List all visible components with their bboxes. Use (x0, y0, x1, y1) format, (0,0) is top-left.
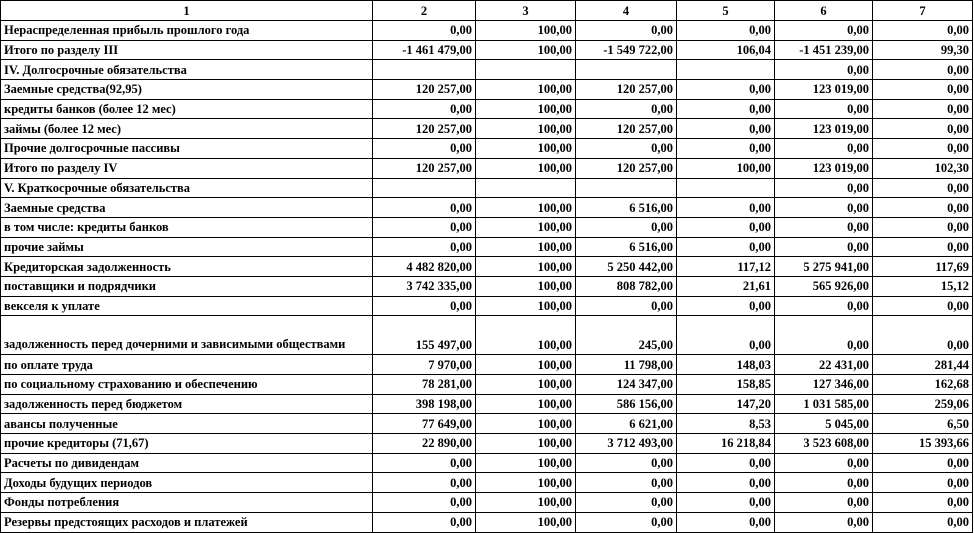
table-row (1, 99, 973, 119)
row-label-cell: V. Краткосрочные обязательства (1, 178, 373, 198)
table-row (1, 453, 973, 473)
value-cell: 158,85 (677, 375, 775, 395)
value-cell: 123 019,00 (775, 80, 873, 100)
value-cell: 100,00 (476, 493, 576, 513)
value-cell: 100,00 (476, 473, 576, 493)
table-row (1, 355, 973, 375)
value-cell: 0,00 (576, 473, 677, 493)
table-row (1, 80, 973, 100)
value-cell: 0,00 (775, 178, 873, 198)
value-cell: 0,00 (677, 21, 775, 41)
value-cell: 7 970,00 (373, 355, 476, 375)
value-cell: 0,00 (373, 99, 476, 119)
value-cell: 100,00 (476, 394, 576, 414)
value-cell: 102,30 (873, 158, 973, 178)
value-cell: 124 347,00 (576, 375, 677, 395)
value-cell: 5 250 442,00 (576, 257, 677, 277)
value-cell (576, 60, 677, 80)
value-cell: 0,00 (373, 296, 476, 316)
column-header: 6 (775, 1, 873, 21)
value-cell: 100,00 (476, 40, 576, 60)
table-row (1, 414, 973, 434)
value-cell: 100,00 (476, 453, 576, 473)
value-cell (576, 178, 677, 198)
value-cell: 6 516,00 (576, 237, 677, 257)
value-cell: 0,00 (775, 237, 873, 257)
value-cell: 120 257,00 (373, 158, 476, 178)
value-cell: 100,00 (476, 434, 576, 454)
table-row (1, 139, 973, 159)
table-row (1, 434, 973, 454)
value-cell: 281,44 (873, 355, 973, 375)
table-row (1, 158, 973, 178)
row-label-cell: векселя к уплате (1, 296, 373, 316)
value-cell: 0,00 (775, 139, 873, 159)
value-cell: 100,00 (476, 512, 576, 532)
value-cell: 5 275 941,00 (775, 257, 873, 277)
value-cell: 0,00 (677, 453, 775, 473)
value-cell: 0,00 (873, 178, 973, 198)
value-cell: 100,00 (476, 237, 576, 257)
value-cell: 123 019,00 (775, 119, 873, 139)
column-header: 3 (476, 1, 576, 21)
value-cell: 0,00 (373, 21, 476, 41)
table-row (1, 257, 973, 277)
column-header: 7 (873, 1, 973, 21)
value-cell: 0,00 (677, 512, 775, 532)
value-cell: 100,00 (476, 119, 576, 139)
row-label-cell: Заемные средства(92,95) (1, 80, 373, 100)
value-cell: 0,00 (775, 512, 873, 532)
row-label-cell: Итого по разделу IV (1, 158, 373, 178)
value-cell: 0,00 (677, 316, 775, 355)
value-cell: 120 257,00 (576, 119, 677, 139)
row-label-cell: Расчеты по дивидендам (1, 453, 373, 473)
row-label-cell: в том числе: кредиты банков (1, 217, 373, 237)
value-cell: 100,00 (476, 355, 576, 375)
row-label-cell: поставщики и подрядчики (1, 276, 373, 296)
row-label-cell: кредиты банков (более 12 мес) (1, 99, 373, 119)
value-cell: 0,00 (576, 99, 677, 119)
value-cell: 0,00 (576, 21, 677, 41)
value-cell: 106,04 (677, 40, 775, 60)
value-cell: 0,00 (775, 493, 873, 513)
value-cell: 245,00 (576, 316, 677, 355)
value-cell: 100,00 (677, 158, 775, 178)
value-cell (476, 60, 576, 80)
row-label-cell: Доходы будущих периодов (1, 473, 373, 493)
value-cell: 120 257,00 (576, 158, 677, 178)
value-cell: 100,00 (476, 316, 576, 355)
value-cell: 0,00 (775, 99, 873, 119)
value-cell: 117,12 (677, 257, 775, 277)
value-cell: 0,00 (373, 473, 476, 493)
value-cell: 100,00 (476, 139, 576, 159)
value-cell: 120 257,00 (373, 119, 476, 139)
value-cell: 0,00 (576, 217, 677, 237)
value-cell: 22 890,00 (373, 434, 476, 454)
value-cell: 4 482 820,00 (373, 257, 476, 277)
value-cell: 0,00 (775, 21, 873, 41)
value-cell: 6,50 (873, 414, 973, 434)
row-label-cell: займы (более 12 мес) (1, 119, 373, 139)
value-cell: 100,00 (476, 80, 576, 100)
value-cell: 155 497,00 (373, 316, 476, 355)
value-cell: 6 621,00 (576, 414, 677, 434)
value-cell: 0,00 (775, 60, 873, 80)
value-cell: 8,53 (677, 414, 775, 434)
row-label-cell: по оплате труда (1, 355, 373, 375)
value-cell: 1 031 585,00 (775, 394, 873, 414)
value-cell: -1 461 479,00 (373, 40, 476, 60)
table-row (1, 276, 973, 296)
value-cell: 0,00 (775, 316, 873, 355)
value-cell: 0,00 (373, 217, 476, 237)
column-header: 5 (677, 1, 775, 21)
table-body (1, 1, 973, 533)
value-cell: 100,00 (476, 158, 576, 178)
table-row (1, 316, 973, 355)
value-cell: 0,00 (873, 512, 973, 532)
table-row (1, 512, 973, 532)
value-cell: 0,00 (873, 473, 973, 493)
table-row (1, 237, 973, 257)
value-cell: 120 257,00 (373, 80, 476, 100)
row-label-cell: IV. Долгосрочные обязательства (1, 60, 373, 80)
value-cell: 0,00 (775, 296, 873, 316)
value-cell: 117,69 (873, 257, 973, 277)
value-cell: 100,00 (476, 99, 576, 119)
value-cell: 100,00 (476, 257, 576, 277)
value-cell: 0,00 (576, 453, 677, 473)
value-cell: 6 516,00 (576, 198, 677, 218)
value-cell: 0,00 (873, 21, 973, 41)
table-row (1, 198, 973, 218)
column-header: 4 (576, 1, 677, 21)
row-label-cell: задолженность перед дочерними и зависимыми обществами (1, 316, 373, 355)
table-row (1, 60, 973, 80)
value-cell: 0,00 (576, 296, 677, 316)
value-cell: 16 218,84 (677, 434, 775, 454)
value-cell: 0,00 (373, 237, 476, 257)
value-cell: 100,00 (476, 198, 576, 218)
value-cell: 0,00 (873, 80, 973, 100)
value-cell: 259,06 (873, 394, 973, 414)
value-cell: -1 451 239,00 (775, 40, 873, 60)
column-header: 1 (1, 1, 373, 21)
value-cell: 99,30 (873, 40, 973, 60)
value-cell: 120 257,00 (576, 80, 677, 100)
value-cell: 0,00 (576, 512, 677, 532)
value-cell: 0,00 (373, 198, 476, 218)
row-label-cell: прочие займы (1, 237, 373, 257)
table-row (1, 296, 973, 316)
value-cell: 0,00 (873, 139, 973, 159)
value-cell: 100,00 (476, 217, 576, 237)
table-row (1, 40, 973, 60)
table-row (1, 21, 973, 41)
value-cell: 0,00 (873, 60, 973, 80)
table-row (1, 375, 973, 395)
value-cell: 0,00 (677, 493, 775, 513)
value-cell: 0,00 (677, 139, 775, 159)
value-cell: 0,00 (373, 493, 476, 513)
header-row (1, 1, 973, 21)
value-cell: 0,00 (677, 217, 775, 237)
value-cell: 0,00 (873, 99, 973, 119)
row-label-cell: Прочие долгосрочные пассивы (1, 139, 373, 159)
row-label-cell: авансы полученные (1, 414, 373, 434)
value-cell: 0,00 (873, 453, 973, 473)
value-cell: 100,00 (476, 375, 576, 395)
value-cell: 0,00 (873, 237, 973, 257)
value-cell: 0,00 (576, 139, 677, 159)
value-cell: 0,00 (677, 296, 775, 316)
value-cell: 0,00 (677, 80, 775, 100)
column-header: 2 (373, 1, 476, 21)
value-cell: 0,00 (775, 198, 873, 218)
row-label-cell: задолженность перед бюджетом (1, 394, 373, 414)
value-cell: 0,00 (373, 453, 476, 473)
value-cell: 77 649,00 (373, 414, 476, 434)
row-label-cell: Заемные средства (1, 198, 373, 218)
value-cell: 0,00 (873, 296, 973, 316)
value-cell: 100,00 (476, 296, 576, 316)
value-cell: 0,00 (775, 453, 873, 473)
value-cell: 0,00 (873, 316, 973, 355)
row-label-cell: Итого по разделу III (1, 40, 373, 60)
value-cell: 0,00 (576, 493, 677, 513)
value-cell: 808 782,00 (576, 276, 677, 296)
value-cell (373, 178, 476, 198)
value-cell: 147,20 (677, 394, 775, 414)
value-cell: 22 431,00 (775, 355, 873, 375)
value-cell: 0,00 (873, 217, 973, 237)
value-cell: 127 346,00 (775, 375, 873, 395)
row-label-cell: Резервы предстоящих расходов и платежей (1, 512, 373, 532)
value-cell: 0,00 (677, 473, 775, 493)
value-cell: 398 198,00 (373, 394, 476, 414)
value-cell: 0,00 (373, 139, 476, 159)
value-cell: 0,00 (775, 473, 873, 493)
value-cell (677, 178, 775, 198)
value-cell: 3 742 335,00 (373, 276, 476, 296)
value-cell: 15,12 (873, 276, 973, 296)
value-cell: 0,00 (873, 198, 973, 218)
value-cell: 0,00 (873, 493, 973, 513)
value-cell: 15 393,66 (873, 434, 973, 454)
table-row (1, 473, 973, 493)
value-cell: 0,00 (677, 237, 775, 257)
row-label-cell: Нераспределенная прибыль прошлого года (1, 21, 373, 41)
value-cell: 0,00 (677, 99, 775, 119)
value-cell: 0,00 (677, 119, 775, 139)
table-row (1, 217, 973, 237)
value-cell: 100,00 (476, 276, 576, 296)
value-cell: 123 019,00 (775, 158, 873, 178)
value-cell: 78 281,00 (373, 375, 476, 395)
value-cell: 100,00 (476, 414, 576, 434)
value-cell: 0,00 (677, 198, 775, 218)
row-label-cell: прочие кредиторы (71,67) (1, 434, 373, 454)
value-cell (476, 178, 576, 198)
value-cell (373, 60, 476, 80)
row-label-cell: по социальному страхованию и обеспечению (1, 375, 373, 395)
value-cell: 100,00 (476, 21, 576, 41)
value-cell: 0,00 (373, 512, 476, 532)
value-cell: 565 926,00 (775, 276, 873, 296)
table-row (1, 119, 973, 139)
table-row (1, 178, 973, 198)
table-row (1, 493, 973, 513)
value-cell: 162,68 (873, 375, 973, 395)
value-cell: 148,03 (677, 355, 775, 375)
value-cell: 11 798,00 (576, 355, 677, 375)
value-cell: 586 156,00 (576, 394, 677, 414)
value-cell: 3 712 493,00 (576, 434, 677, 454)
value-cell: 5 045,00 (775, 414, 873, 434)
value-cell: 0,00 (873, 119, 973, 139)
value-cell: 21,61 (677, 276, 775, 296)
value-cell: 3 523 608,00 (775, 434, 873, 454)
row-label-cell: Кредиторская задолженность (1, 257, 373, 277)
value-cell: -1 549 722,00 (576, 40, 677, 60)
row-label-cell: Фонды потребления (1, 493, 373, 513)
value-cell: 0,00 (775, 217, 873, 237)
value-cell (677, 60, 775, 80)
table-row (1, 394, 973, 414)
